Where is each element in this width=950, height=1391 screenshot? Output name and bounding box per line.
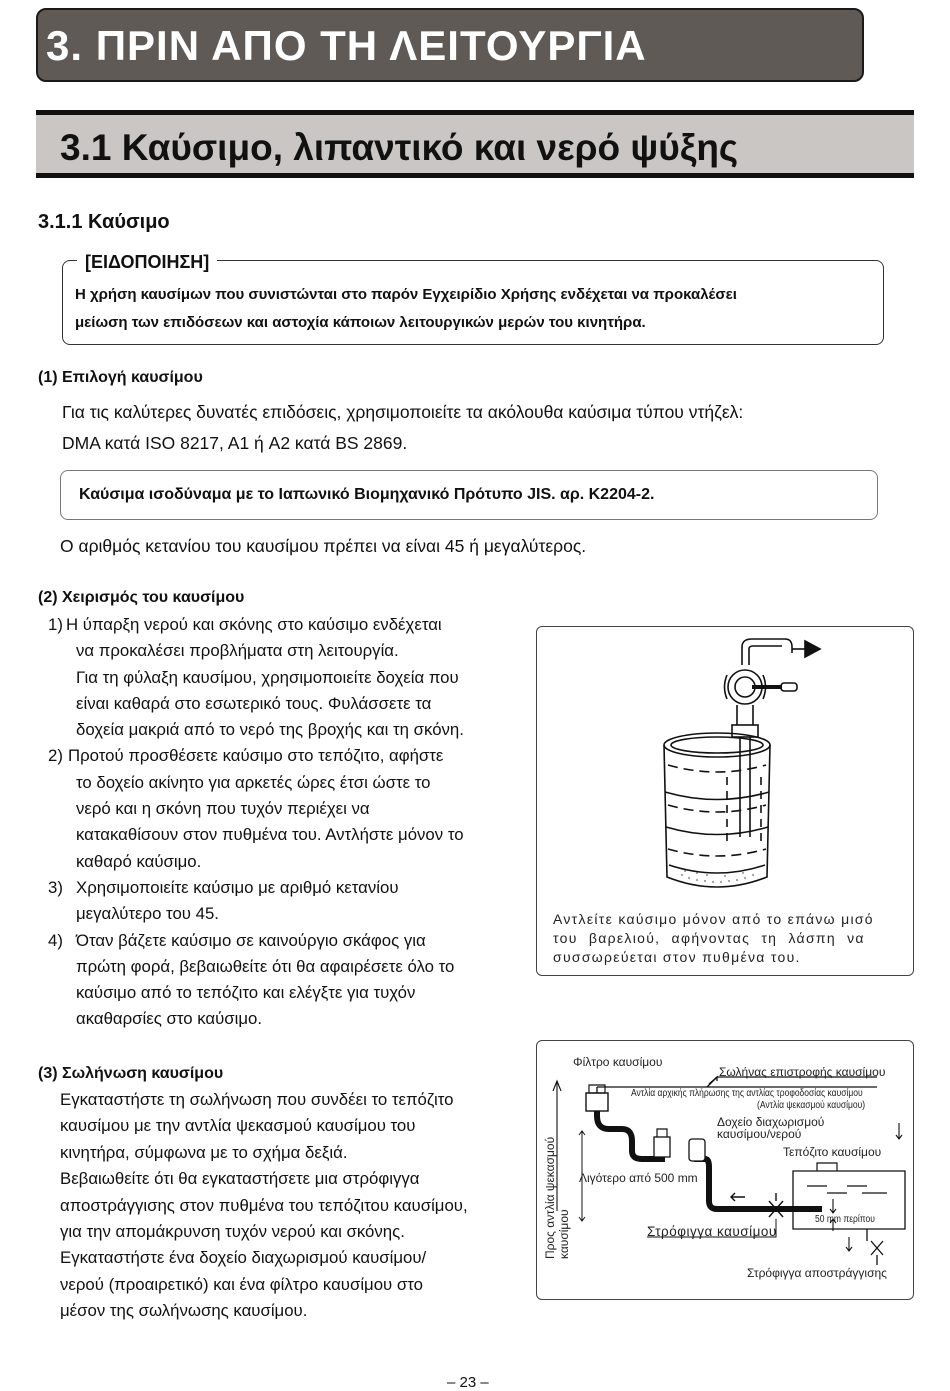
section-title: 3.1 Καύσιμο, λιπαντικό και νερό ψύξης	[60, 127, 739, 168]
selection-line: DMA κατά ISO 8217, A1 ή A2 κατά BS 2869.	[62, 433, 408, 453]
piping-diagram	[536, 1040, 914, 1300]
jis-standard-text: Καύσιμα ισοδύναμα με το Ιαπωνικό Βιομηχανικό Πρότυπο JIS. αρ. K2204-2.	[79, 486, 655, 503]
cetane-text: Ο αριθμός κετανίου του καυσίμου πρέπει να είναι 45 ή μεγαλύτερος.	[60, 536, 587, 556]
page-number: – 23 –	[447, 1374, 489, 1391]
barrel-caption: Αντλείτε καύσιμο μόνον από το επάνω μισό του βαρελιού, αφήνοντας τη λάσπη να συσσωρεύεται στον πυθμένα του.	[553, 911, 874, 965]
notice-title: [ΕΙΔΟΠΟΙΗΣΗ]	[77, 252, 217, 273]
chapter-title: 3. ΠΡΙΝ ΑΠΟ ΤΗ ΛΕΙΤΟΥΡΓΙΑ	[46, 22, 647, 69]
priming-pump-sublabel: (Αντλία ψεκασμού καυσίμου)	[757, 1100, 866, 1111]
selection-heading: (1) Επιλογή καυσίμου	[38, 369, 203, 386]
selection-line: Για τις καλύτερες δυνατές επιδόσεις, χρησιμοποιείτε τα ακόλουθα καύσιμα τύπου ντήζελ:	[62, 402, 744, 422]
to-injection-pump-label: Προς αντλία ψεκασμού καυσίμου	[543, 1136, 571, 1259]
chapter-header	[36, 8, 864, 82]
piping-heading: (3) Σωλήνωση καυσίμου	[38, 1065, 224, 1082]
subsection-title: 3.1.1 Καύσιμο	[38, 211, 170, 233]
handling-heading: (2) Χειρισμός του καυσίμου	[38, 589, 245, 606]
fuel-tank-label: Τεπόζιτο καυσίμου	[783, 1145, 882, 1159]
approx-50mm-label: 50 mm περίπου	[815, 1214, 875, 1225]
jis-standard-box	[60, 470, 878, 520]
list-item: 2) Προτού προσθέσετε καύσιμο στο τεπόζιτο, αφήστε το δοχείο ακίνητο για αρκετές ώρες έτσι ώστε το νερό και η σκόνη που τυχόν περιέχει να κατακαθίσουν στον πυθμένα του. Αντλήστε μόνον το καθαρό καύσιμο.	[48, 746, 464, 871]
section-header	[36, 110, 914, 178]
list-item: 1) Η ύπαρξη νερού και σκόνης στο καύσιμο ενδέχεται να προκαλέσει προβλήματα στη λειτουργία. Για τη φύλαξη καυσίμου, χρησιμοποιείτε δοχεία που είναι καθαρά στο εσωτερικό τους. Φυλάσσετε τα δοχεία μακριά από το νερό της βροχής και τη σκόνη.	[48, 615, 464, 740]
fuel-cock-label: Στρόφιγγα καυσίμου	[647, 1224, 777, 1239]
drain-cock-label: Στρόφιγγα αποστράγγισης	[747, 1266, 887, 1280]
return-pipe-label: Σωλήνας επιστροφής καυσίμου	[719, 1065, 886, 1079]
distance-label: Λιγότερο από 500 mm	[579, 1171, 698, 1185]
separator-label: Δοχείο διαχωρισμού καυσίμου/νερού	[717, 1115, 825, 1141]
list-item: 3) Χρησιμοποιείτε καύσιμο με αριθμό κετανίου μεγαλύτερο του 45.	[48, 877, 399, 924]
piping-text: Εγκαταστήστε τη σωλήνωση που συνδέει το τεπόζιτο καυσίμου με την αντλία ψεκασμού καυσίμου του κινητήρα, σύμφωνα με το σχήμα δεξιά. Βεβαιωθείτε ότι θα εγκαταστήσετε μια στρόφιγγα αποστράγγισης στον πυθμένα του τεπόζιτου καυσίμου, για την απομάκρυνση τυχόν νερού και σκόνης. Εγκαταστήστε ένα δοχείο διαχωρισμού καυσίμου/ νερού (προαιρετικό) και ένα φίλτρο καυσίμου στο μέσον της σωλήνωσης καυσίμου.	[60, 1090, 468, 1321]
list-item: 4) Όταν βάζετε καύσιμο σε καινούργιο σκάφος για πρώτη φορά, βεβαιωθείτε ότι θα αφαιρέσετε όλο το καύσιμο από το τεπόζιτο και ελέγξτε για τυχόν ακαθαρσίες στο καύσιμο.	[48, 930, 455, 1029]
fuel-filter-label: Φίλτρο καυσίμου	[573, 1055, 663, 1069]
selection-text	[62, 397, 743, 459]
notice-line: Η χρήση καυσίμων που συνιστώνται στο παρόν Εγχειρίδιο Χρήσης ενδέχεται να προκαλέσει	[75, 286, 737, 303]
handling-list	[48, 612, 518, 1033]
barrel-figure	[536, 626, 914, 976]
piping-schematic	[537, 1041, 913, 1299]
priming-pump-label: Αντλία αρχικής πλήρωσης της αντλίας τροφοδοσίας καυσίμου	[631, 1088, 863, 1099]
notice-line: μείωση των επιδόσεων και αστοχία κάποιων λειτουργικών μερών του κινητήρα.	[75, 314, 646, 331]
barrel-pump-illustration	[537, 627, 913, 897]
notice-box	[62, 252, 884, 345]
